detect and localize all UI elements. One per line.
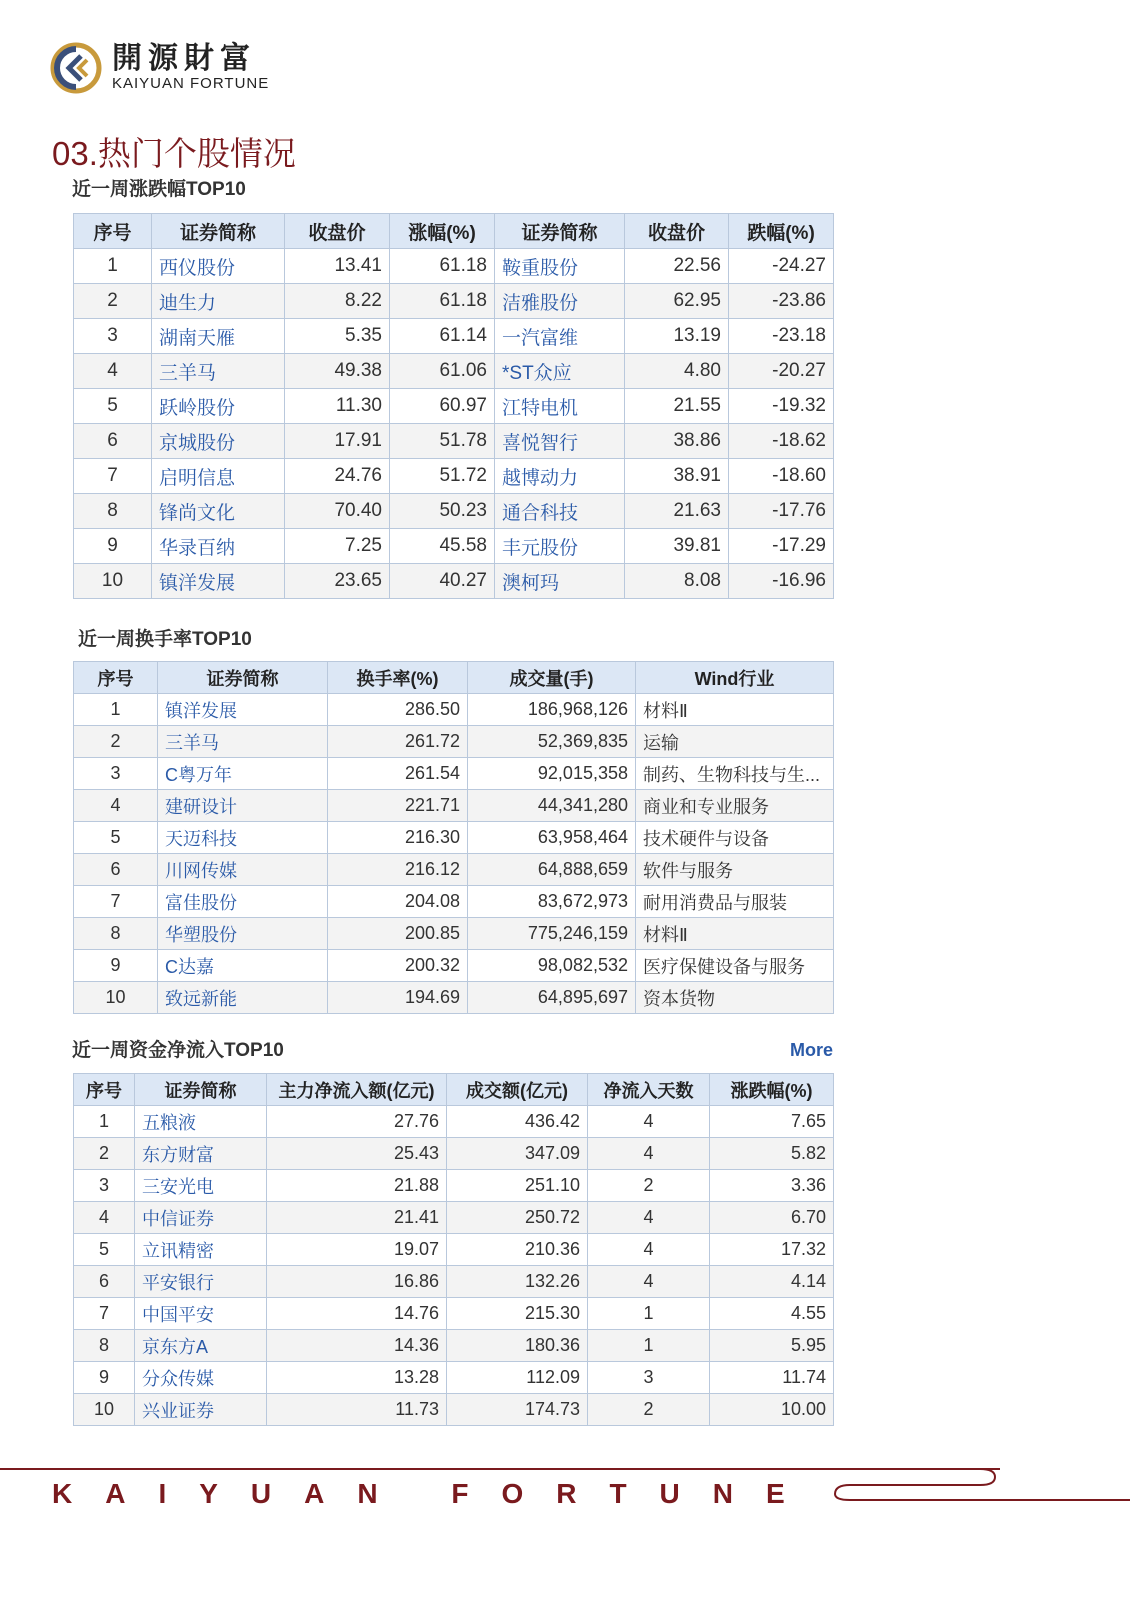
- in-header-0: 序号: [74, 1074, 135, 1106]
- gl-cell: 61.18: [390, 249, 495, 284]
- stock-name-link[interactable]: 分众传媒: [135, 1362, 267, 1394]
- table-row: [74, 822, 834, 854]
- to-cell: 92,015,358: [468, 758, 636, 790]
- table-row: [74, 1330, 834, 1362]
- in-cell: 14.76: [267, 1298, 447, 1330]
- stock-name-link[interactable]: C达嘉: [158, 950, 328, 982]
- gl-cell: 21.63: [625, 494, 729, 529]
- to-cell: 52,369,835: [468, 726, 636, 758]
- to-cell: 医疗保健设备与服务: [636, 950, 834, 982]
- in-cell: 17.32: [710, 1234, 834, 1266]
- gl-cell: 5.35: [285, 319, 390, 354]
- gl-cell: 38.86: [625, 424, 729, 459]
- stock-name-link[interactable]: 越博动力: [495, 459, 625, 494]
- stock-name-link[interactable]: 三羊马: [152, 354, 285, 389]
- stock-name-link[interactable]: 五粮液: [135, 1106, 267, 1138]
- gl-cell: 8.22: [285, 284, 390, 319]
- gl-header-4: 证券简称: [495, 214, 625, 249]
- in-header-4: 净流入天数: [588, 1074, 710, 1106]
- stock-name-link[interactable]: C粤万年: [158, 758, 328, 790]
- in-cell: 3: [74, 1170, 135, 1202]
- gl-cell: -23.18: [729, 319, 834, 354]
- footer-brand-text: KAIYUAN FORTUNE: [52, 1478, 818, 1509]
- to-cell: 9: [74, 950, 158, 982]
- to-cell: 材料Ⅱ: [636, 918, 834, 950]
- in-cell: 14.36: [267, 1330, 447, 1362]
- gl-cell: 61.14: [390, 319, 495, 354]
- to-cell: 资本货物: [636, 982, 834, 1014]
- table-row: [74, 319, 834, 354]
- gl-cell: 2: [74, 284, 152, 319]
- in-cell: 10.00: [710, 1394, 834, 1426]
- gl-cell: 51.78: [390, 424, 495, 459]
- table-row: [74, 1106, 834, 1138]
- gl-cell: 22.56: [625, 249, 729, 284]
- stock-name-link[interactable]: 迪生力: [152, 284, 285, 319]
- in-cell: 11.74: [710, 1362, 834, 1394]
- gl-cell: 23.65: [285, 564, 390, 599]
- gl-cell: 13.41: [285, 249, 390, 284]
- to-cell: 194.69: [328, 982, 468, 1014]
- to-cell: 制药、生物科技与生...: [636, 758, 834, 790]
- in-cell: 11.73: [267, 1394, 447, 1426]
- to-cell: 10: [74, 982, 158, 1014]
- to-cell: 63,958,464: [468, 822, 636, 854]
- stock-name-link[interactable]: 中信证券: [135, 1202, 267, 1234]
- in-cell: 5.95: [710, 1330, 834, 1362]
- brand-name-en: KAIYUAN FORTUNE: [112, 75, 270, 92]
- gl-cell: -18.60: [729, 459, 834, 494]
- gl-cell: 24.76: [285, 459, 390, 494]
- gainers-losers-title: 近一周涨跌幅TOP10: [72, 179, 246, 200]
- table-row: [74, 694, 834, 726]
- in-cell: 21.41: [267, 1202, 447, 1234]
- gl-cell: 38.91: [625, 459, 729, 494]
- in-cell: 210.36: [447, 1234, 588, 1266]
- stock-name-link[interactable]: 通合科技: [495, 494, 625, 529]
- to-cell: 运输: [636, 726, 834, 758]
- in-cell: 180.36: [447, 1330, 588, 1362]
- gl-cell: 8: [74, 494, 152, 529]
- stock-name-link[interactable]: 东方财富: [135, 1138, 267, 1170]
- stock-name-link[interactable]: 西仪股份: [152, 249, 285, 284]
- to-cell: 8: [74, 918, 158, 950]
- gl-cell: -24.27: [729, 249, 834, 284]
- in-cell: 132.26: [447, 1266, 588, 1298]
- gl-cell: 49.38: [285, 354, 390, 389]
- to-cell: 216.30: [328, 822, 468, 854]
- to-cell: 64,888,659: [468, 854, 636, 886]
- to-cell: 技术硬件与设备: [636, 822, 834, 854]
- in-cell: 2: [74, 1138, 135, 1170]
- to-cell: 261.54: [328, 758, 468, 790]
- in-cell: 215.30: [447, 1298, 588, 1330]
- in-cell: 9: [74, 1362, 135, 1394]
- in-cell: 4: [588, 1138, 710, 1170]
- gl-cell: 70.40: [285, 494, 390, 529]
- gl-cell: 60.97: [390, 389, 495, 424]
- gl-cell: 61.06: [390, 354, 495, 389]
- gl-cell: 7.25: [285, 529, 390, 564]
- in-cell: 7.65: [710, 1106, 834, 1138]
- gl-cell: 61.18: [390, 284, 495, 319]
- gl-cell: -17.29: [729, 529, 834, 564]
- to-cell: 83,672,973: [468, 886, 636, 918]
- gl-cell: 40.27: [390, 564, 495, 599]
- to-cell: 材料Ⅱ: [636, 694, 834, 726]
- to-cell: 软件与服务: [636, 854, 834, 886]
- gl-cell: 17.91: [285, 424, 390, 459]
- stock-name-link[interactable]: 洁雅股份: [495, 284, 625, 319]
- in-cell: 21.88: [267, 1170, 447, 1202]
- in-cell: 250.72: [447, 1202, 588, 1234]
- to-cell: 5: [74, 822, 158, 854]
- stock-name-link[interactable]: 一汽富维: [495, 319, 625, 354]
- inflow-table: [73, 1073, 834, 1426]
- gl-cell: -20.27: [729, 354, 834, 389]
- gl-cell: 4.80: [625, 354, 729, 389]
- in-cell: 4: [588, 1234, 710, 1266]
- to-cell: 221.71: [328, 790, 468, 822]
- turnover-table: [73, 661, 834, 1014]
- gl-cell: 51.72: [390, 459, 495, 494]
- stock-name-link[interactable]: 华塑股份: [158, 918, 328, 950]
- in-cell: 436.42: [447, 1106, 588, 1138]
- gl-header-3: 涨幅(%): [390, 214, 495, 249]
- in-header-3: 成交额(亿元): [447, 1074, 588, 1106]
- table-row: [74, 758, 834, 790]
- to-cell: 261.72: [328, 726, 468, 758]
- gl-cell: 9: [74, 529, 152, 564]
- in-cell: 3.36: [710, 1170, 834, 1202]
- gl-cell: 10: [74, 564, 152, 599]
- gl-cell: 39.81: [625, 529, 729, 564]
- table-row: [74, 389, 834, 424]
- to-header-3: 成交量(手): [468, 662, 636, 694]
- gl-cell: 4: [74, 354, 152, 389]
- gl-cell: -16.96: [729, 564, 834, 599]
- to-cell: 4: [74, 790, 158, 822]
- in-cell: 13.28: [267, 1362, 447, 1394]
- table-row: [74, 1202, 834, 1234]
- table-row: [74, 790, 834, 822]
- gainers-losers-table: [73, 213, 834, 599]
- stock-name-link[interactable]: 丰元股份: [495, 529, 625, 564]
- gl-header-6: 跌幅(%): [729, 214, 834, 249]
- in-cell: 10: [74, 1394, 135, 1426]
- gl-cell: 13.19: [625, 319, 729, 354]
- gl-cell: -19.32: [729, 389, 834, 424]
- to-header-0: 序号: [74, 662, 158, 694]
- to-cell: 1: [74, 694, 158, 726]
- to-header-2: 换手率(%): [328, 662, 468, 694]
- to-cell: 200.32: [328, 950, 468, 982]
- in-cell: 3: [588, 1362, 710, 1394]
- in-cell: 5.82: [710, 1138, 834, 1170]
- in-header-2: 主力净流入额(亿元): [267, 1074, 447, 1106]
- to-cell: 204.08: [328, 886, 468, 918]
- stock-name-link[interactable]: 致远新能: [158, 982, 328, 1014]
- stock-name-link[interactable]: 三安光电: [135, 1170, 267, 1202]
- in-cell: 7: [74, 1298, 135, 1330]
- stock-name-link[interactable]: 澳柯玛: [495, 564, 625, 599]
- stock-name-link[interactable]: 湖南天雁: [152, 319, 285, 354]
- in-cell: 4: [588, 1106, 710, 1138]
- brand-name-cn: 開源財富: [112, 41, 256, 76]
- stock-name-link[interactable]: 京东方A: [135, 1330, 267, 1362]
- gl-cell: 7: [74, 459, 152, 494]
- stock-name-link[interactable]: 平安银行: [135, 1266, 267, 1298]
- to-cell: 200.85: [328, 918, 468, 950]
- stock-name-link[interactable]: 跃岭股份: [152, 389, 285, 424]
- in-header-5: 涨跌幅(%): [710, 1074, 834, 1106]
- in-cell: 1: [588, 1330, 710, 1362]
- gl-header-0: 序号: [74, 214, 152, 249]
- gl-cell: 1: [74, 249, 152, 284]
- table-row: [74, 918, 834, 950]
- table-row: [74, 494, 834, 529]
- table-row: [74, 886, 834, 918]
- kaiyuan-logo-icon: [50, 42, 102, 94]
- more-link[interactable]: More: [790, 1040, 834, 1060]
- in-cell: 2: [588, 1394, 710, 1426]
- to-cell: 6: [74, 854, 158, 886]
- stock-name-link[interactable]: 川网传媒: [158, 854, 328, 886]
- table-row: [74, 1298, 834, 1330]
- gl-cell: -23.86: [729, 284, 834, 319]
- table-row: [74, 564, 834, 599]
- stock-name-link[interactable]: 华录百纳: [152, 529, 285, 564]
- to-cell: 商业和专业服务: [636, 790, 834, 822]
- table-row: [74, 1394, 834, 1426]
- to-header-4: Wind行业: [636, 662, 834, 694]
- stock-name-link[interactable]: 镇洋发展: [158, 694, 328, 726]
- in-cell: 6: [74, 1266, 135, 1298]
- stock-name-link[interactable]: 天迈科技: [158, 822, 328, 854]
- gl-cell: 45.58: [390, 529, 495, 564]
- table-row: [74, 424, 834, 459]
- table-row: [74, 726, 834, 758]
- stock-name-link[interactable]: 江特电机: [495, 389, 625, 424]
- stock-name-link[interactable]: 富佳股份: [158, 886, 328, 918]
- table-row: [74, 1266, 834, 1298]
- gl-header-5: 收盘价: [625, 214, 729, 249]
- in-cell: 112.09: [447, 1362, 588, 1394]
- stock-name-link[interactable]: 建研设计: [158, 790, 328, 822]
- to-cell: 286.50: [328, 694, 468, 726]
- in-cell: 174.73: [447, 1394, 588, 1426]
- stock-name-link[interactable]: 立讯精密: [135, 1234, 267, 1266]
- in-cell: 1: [74, 1106, 135, 1138]
- stock-name-link[interactable]: 三羊马: [158, 726, 328, 758]
- in-cell: 19.07: [267, 1234, 447, 1266]
- gl-cell: 3: [74, 319, 152, 354]
- gl-cell: 8.08: [625, 564, 729, 599]
- to-cell: 216.12: [328, 854, 468, 886]
- table-row: [74, 854, 834, 886]
- section-title: 03.热门个股情况: [52, 135, 296, 172]
- to-cell: 775,246,159: [468, 918, 636, 950]
- table-row: [74, 1170, 834, 1202]
- gl-header-1: 证券简称: [152, 214, 285, 249]
- in-cell: 4: [588, 1202, 710, 1234]
- stock-name-link[interactable]: 鞍重股份: [495, 249, 625, 284]
- to-cell: 3: [74, 758, 158, 790]
- gl-header-2: 收盘价: [285, 214, 390, 249]
- gl-cell: -18.62: [729, 424, 834, 459]
- stock-name-link[interactable]: 中国平安: [135, 1298, 267, 1330]
- in-cell: 251.10: [447, 1170, 588, 1202]
- stock-name-link[interactable]: 镇洋发展: [152, 564, 285, 599]
- table-row: [74, 249, 834, 284]
- table-row: [74, 354, 834, 389]
- table-row: [74, 459, 834, 494]
- in-cell: 4: [588, 1266, 710, 1298]
- gl-cell: 50.23: [390, 494, 495, 529]
- in-cell: 1: [588, 1298, 710, 1330]
- in-cell: 27.76: [267, 1106, 447, 1138]
- in-cell: 6.70: [710, 1202, 834, 1234]
- in-cell: 25.43: [267, 1138, 447, 1170]
- table-row: [74, 529, 834, 564]
- turnover-title: 近一周换手率TOP10: [78, 629, 252, 650]
- in-cell: 2: [588, 1170, 710, 1202]
- stock-name-link[interactable]: 兴业证券: [135, 1394, 267, 1426]
- in-cell: 5: [74, 1234, 135, 1266]
- to-cell: 44,341,280: [468, 790, 636, 822]
- table-row: [74, 284, 834, 319]
- to-cell: 186,968,126: [468, 694, 636, 726]
- stock-name-link[interactable]: 锋尚文化: [152, 494, 285, 529]
- in-cell: 347.09: [447, 1138, 588, 1170]
- to-cell: 98,082,532: [468, 950, 636, 982]
- table-row: [74, 950, 834, 982]
- inflow-title: 近一周资金净流入TOP10: [72, 1040, 284, 1061]
- brand-logo: [50, 42, 269, 94]
- to-cell: 耐用消费品与服装: [636, 886, 834, 918]
- gl-cell: 5: [74, 389, 152, 424]
- footer-flourish-icon: [830, 1468, 1130, 1508]
- to-header-1: 证券简称: [158, 662, 328, 694]
- stock-name-link[interactable]: 京城股份: [152, 424, 285, 459]
- table-row: [74, 1138, 834, 1170]
- in-cell: 4.14: [710, 1266, 834, 1298]
- gl-cell: 21.55: [625, 389, 729, 424]
- in-header-1: 证券简称: [135, 1074, 267, 1106]
- stock-name-link[interactable]: 喜悦智行: [495, 424, 625, 459]
- to-cell: 64,895,697: [468, 982, 636, 1014]
- stock-name-link[interactable]: 启明信息: [152, 459, 285, 494]
- gl-cell: 6: [74, 424, 152, 459]
- to-cell: 2: [74, 726, 158, 758]
- table-row: [74, 1234, 834, 1266]
- gl-cell: 11.30: [285, 389, 390, 424]
- gl-cell: -17.76: [729, 494, 834, 529]
- in-cell: 4.55: [710, 1298, 834, 1330]
- in-cell: 8: [74, 1330, 135, 1362]
- to-cell: 7: [74, 886, 158, 918]
- table-row: [74, 982, 834, 1014]
- gl-cell: 62.95: [625, 284, 729, 319]
- in-cell: 16.86: [267, 1266, 447, 1298]
- in-cell: 4: [74, 1202, 135, 1234]
- table-row: [74, 1362, 834, 1394]
- stock-name-link[interactable]: *ST众应: [495, 354, 625, 389]
